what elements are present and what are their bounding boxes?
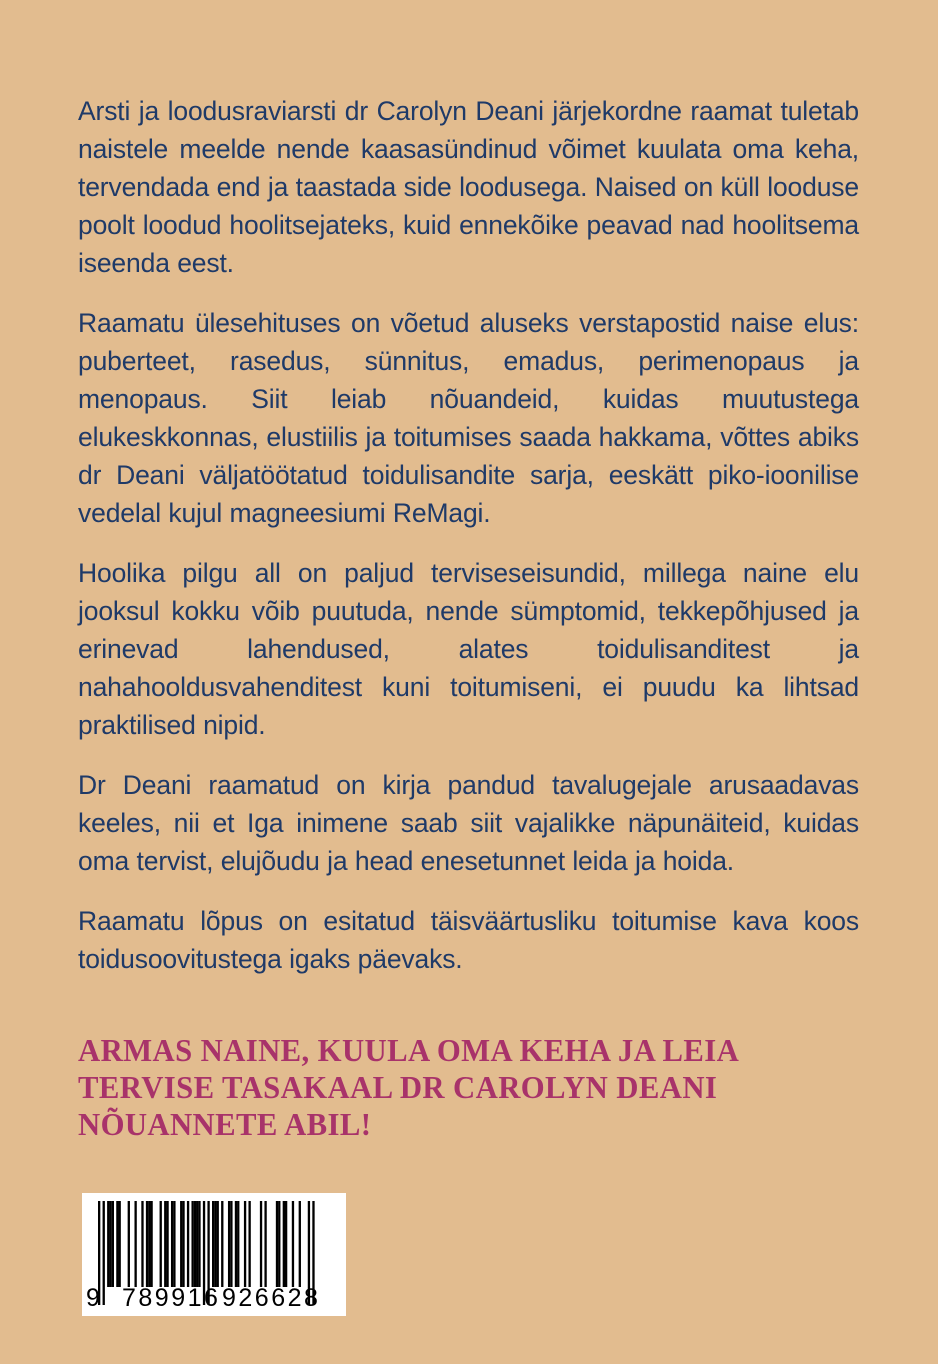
- blurb-paragraph-2: Raamatu ülesehituses on võetud aluseks verstapostid naise elus: puberteet, rasedus, sünnitus, emadus, perimenopaus ja menopaus. Siit leiab nõuandeid, kuidas muutustega elukeskkonnas, elustiilis ja toitumises saada hakkama, võttes abiks dr Deani väljatöötatud toidulisandite sarja, eeskätt piko-ioonilise vedelal kujul magneesiumi ReMagi.: [78, 308, 859, 528]
- blurb-text-block: [78, 92, 859, 978]
- isbn-lead-digit: 9: [86, 1284, 100, 1312]
- isbn-left-group: 789916: [122, 1284, 221, 1312]
- isbn-right-group: 926628: [222, 1284, 321, 1312]
- isbn-digits: [82, 1285, 346, 1311]
- tagline: [78, 1032, 846, 1143]
- blurb-paragraph-1: Arsti ja loodusraviarsti dr Carolyn Deani järjekordne raamat tuletab naistele meelde nende kaasasündinud võimet kuulata oma keha, tervendada end ja taastada side loodusega. Naised on küll looduse poolt loodud hoolitsejateks, kuid ennekõike peavad nad hoolitsema iseenda eest.: [78, 96, 859, 278]
- tagline-line-2: TERVISE TASAKAAL DR CAROLYN DEANI: [78, 1069, 718, 1105]
- blurb-paragraph-4: Dr Deani raamatud on kirja pandud tavalugejale arusaadavas keeles, nii et Iga inimene saab siit vajalikke näpunäiteid, kuidas oma tervist, elujõudu ja head enesetunnet leida ja hoida.: [78, 770, 859, 876]
- blurb-paragraph-3: Hoolika pilgu all on paljud terviseseisundid, millega naine elu jooksul kokku võib puutuda, nende sümptomid, tekkepõhjused ja erinevad lahendused, alates toidulisanditest ja nahahooldusvahenditest kuni toitumiseni, ei puudu ka lihtsad praktilised nipid.: [78, 558, 859, 740]
- tagline-line-3: NÕUANNETE ABIL!: [78, 1106, 372, 1142]
- tagline-line-1: ARMAS NAINE, KUULA OMA KEHA JA LEIA: [78, 1032, 740, 1068]
- isbn-barcode: [82, 1193, 346, 1316]
- blurb-paragraph-5: Raamatu lõpus on esitatud täisväärtusliku toitumise kava koos toidusoovitustega igaks päevaks.: [78, 906, 859, 974]
